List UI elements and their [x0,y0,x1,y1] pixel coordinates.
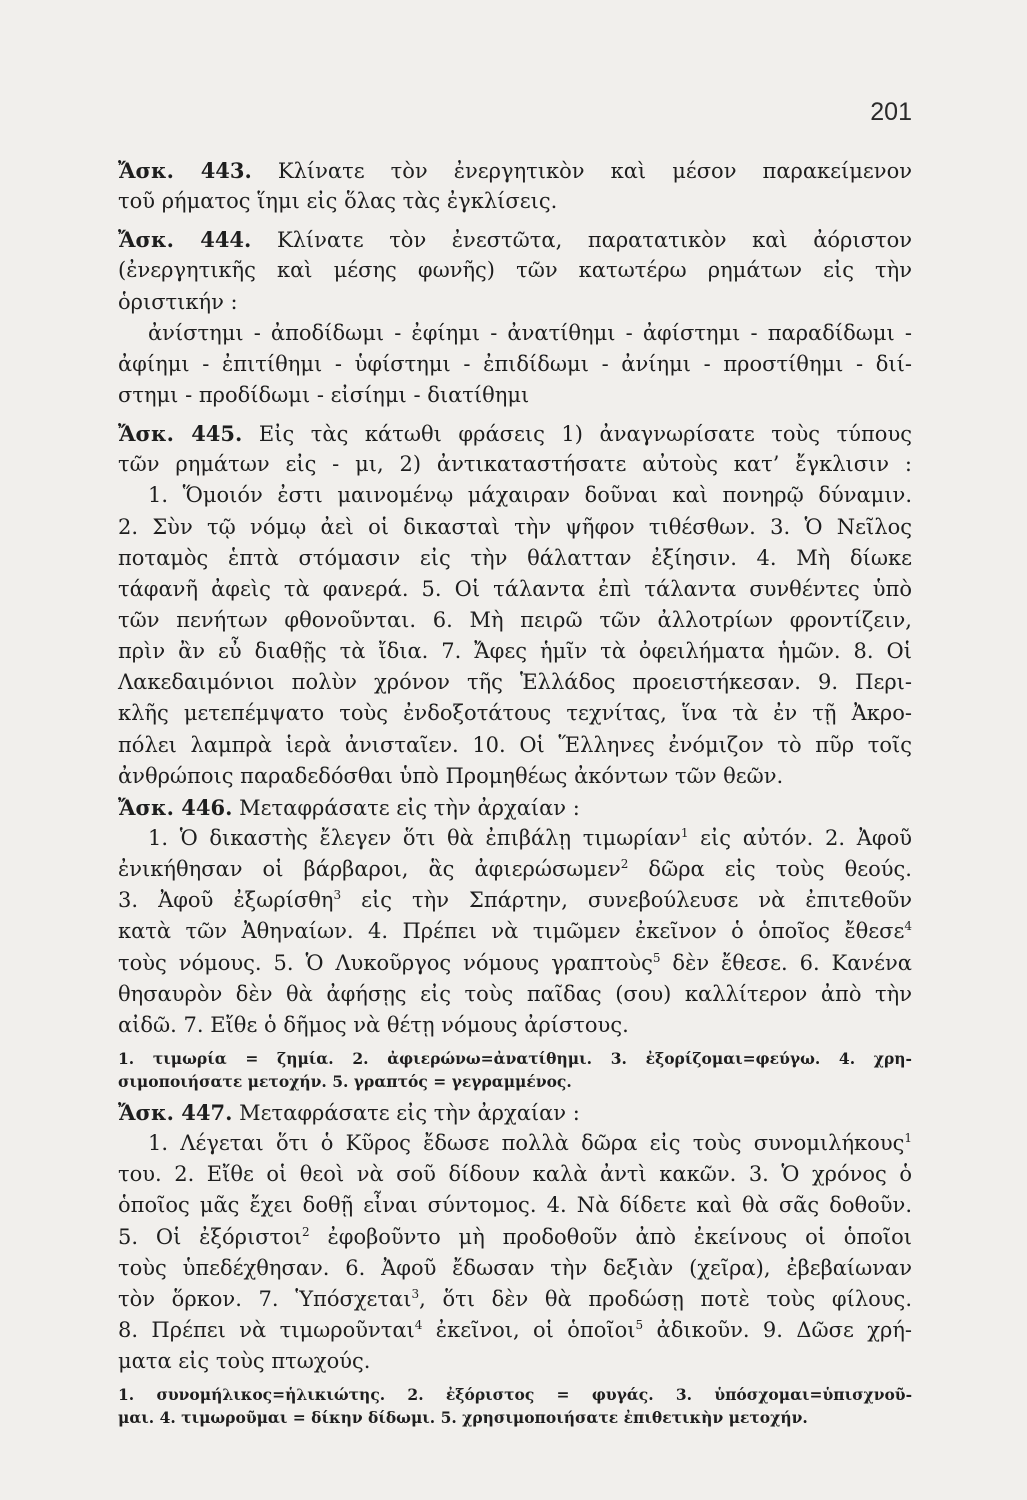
exercise-label: Ἄσκ. 444. [118,227,252,253]
exercise-line: ἀνθρώποις παραδεδόσθαι ὑπὸ Προμηθέως ἀκόντων τῶν θεῶν. [118,763,784,788]
exercise-line: αἰδῶ. 7. Εἴθε ὁ δῆμος νὰ θέτῃ νόμους ἀρίστους. [118,1012,629,1037]
footnote-ref: 3 [333,888,342,903]
footnote-ref: 3 [411,1286,420,1301]
footnote-line: σιμοποιήσατε μετοχήν. 5. γραπτός = γεγραμμένος. [118,1071,572,1091]
footnote-ref: 2 [302,1224,310,1239]
exercise-line: κλῆς μετεπέμψατο τοὺς ἐνδοξοτάτους τεχνίτας, ἵνα τὰ ἐν τῇ Ἀκρο- [118,701,912,726]
exercise-line: τοὺς ὑπεδέχθησαν. 6. Ἀφοῦ ἔδωσαν τὴν δεξιὰν (χεῖρα), ἐβεβαίωναν [118,1255,912,1280]
exercise-text: Κλίνατε τὸν ἐνεστῶτα, παρατατικὸν καὶ ἀόριστον [276,228,912,253]
exercise-447 [118,1097,912,1429]
exercise-label: Ἄσκ. 445. [118,421,243,447]
page-number: 201 [870,98,912,126]
exercise-line [118,792,912,823]
exercise-line: 3. Ἀφοῦ ἐξωρίσθη$^3$ εἰς τὴν Σπάρτην, συνεβούλευσε νὰ ἐπιτεθοῦν [118,888,912,913]
exercise-line: ἐνικήθησαν οἱ βάρβαροι, ἃς ἀφιερώσωμεν$^2$ δῶρα εἰς τοὺς θεούς. [118,857,912,882]
exercise-line: τῶν πενήτων φθονοῦνται. 6. Μὴ πειρῶ τῶν ἀλλοτρίων φροντίζειν, [118,607,912,632]
exercise-label: Ἄσκ. 446. [118,794,233,820]
footnote-ref: 2 [620,857,629,872]
exercise-text: Μεταφράσατε εἰς τὴν ἀρχαίαν : [239,795,580,820]
exercise-line: τὸν ὅρκον. 7. Ὑπόσχεται$^3$, ὅτι δὲν θὰ προδώσῃ ποτὲ τοὺς φίλους. [118,1286,912,1311]
verb-list-line: ἀφίημι - ἐπιτίθημι - ὑφίστημι - ἐπιδίδωμι - ἀνίημι - προστίθημι - διί- [118,351,912,376]
footnote-line: 1. τιμωρία = ζημία. 2. ἀφιερώνω=ἀνατίθημι. 3. ἐξορίζομαι=φεύγω. 4. χρη- [118,1048,912,1068]
exercise-444 [118,224,912,411]
exercise-line [118,1097,912,1128]
exercise-line: πόλει λαμπρὰ ἱερὰ ἀνισταῖεν. 10. Οἱ Ἕλληνες ἐνόμιζον τὸ πῦρ τοῖς [118,732,912,757]
exercise-line: τῶν ρημάτων εἰς - μι, 2) ἀντικαταστήσατε αὐτοὺς κατ’ ἔγκλισιν : [118,452,912,477]
exercise-line: ὁποῖος μᾶς ἔχει δοθῇ εἶναι σύντομος. 4. Νὰ δίδετε καὶ θὰ σᾶς δοθοῦν. [118,1193,912,1218]
footnote-ref: 4 [904,919,912,934]
footnote-ref: 1 [904,1131,912,1146]
verb-list-line: στημι - προδίδωμι - εἰσίημι - διατίθημι [118,382,530,407]
exercise-line: θησαυρὸν δὲν θὰ ἀφήσῃς εἰς τοὺς παῖδας (σου) καλλίτερον ἀπὸ τὴν [118,981,912,1006]
exercise-line: 2. Σὺν τῷ νόμῳ ἀεὶ οἱ δικασταὶ τὴν ψῆφον τιθέσθων. 3. Ὁ Νεῖλος [118,514,912,539]
exercise-line: τοῦ ρήματος ἵημι εἰς ὅλας τὰς ἐγκλίσεις. [118,189,558,214]
exercise-443 [118,155,912,217]
exercise-line: 1. Ὁ δικαστὴς ἔλεγεν ὅτι θὰ ἐπιβάλῃ τιμωρίαν$^1$ εἰς αὐτόν. 2. Ἀφοῦ [148,825,912,850]
exercise-line [118,418,912,449]
exercise-text: Εἰς τὰς κάτωθι φράσεις 1) ἀναγνωρίσατε τοὺς τύπους [258,422,912,447]
exercise-445 [118,418,912,792]
exercise-line: 5. Οἱ ἐξόριστοι$^2$ ἐφοβοῦντο μὴ προδοθοῦν ἀπὸ ἐκείνους οἱ ὁποῖοι [118,1224,912,1249]
exercise-line: Λακεδαιμόνιοι πολὺν χρόνον τῆς Ἑλλάδος προειστήκεσαν. 9. Περι- [118,670,912,695]
footnote-line: 1. συνομήλικος=ἡλικιώτης. 2. ἐξόριστος = φυγάς. 3. ὑπόσχομαι=ὑπισχνοῦ- [118,1385,912,1405]
footnote-ref: 4 [414,1317,423,1332]
exercise-line: 1. Ὅμοιόν ἐστι μαινομένῳ μάχαιραν δοῦναι καὶ πονηρῷ δύναμιν. [148,483,912,508]
footnote-ref: 5 [635,1317,644,1332]
page-body [118,155,912,1429]
exercise-446 [118,792,912,1097]
footnote-ref: 1 [680,825,689,840]
exercise-text: Μεταφράσατε εἰς τὴν ἀρχαίαν : [239,1100,580,1125]
exercise-line: του. 2. Εἴθε οἱ θεοὶ νὰ σοῦ δίδουν καλὰ ἀντὶ κακῶν. 3. Ὁ χρόνος ὁ [118,1162,912,1187]
exercise-label: Ἄσκ. 447. [118,1099,233,1125]
exercise-label: Ἄσκ. 443. [118,158,252,183]
exercise-text: Κλίνατε τὸν ἐνεργητικὸν καὶ μέσον παρακείμενον [277,159,912,183]
exercise-line: τάφανῆ ἀφεὶς τὰ φανερά. 5. Οἱ τάλαντα ἐπὶ τάλαντα συνθέντες ὑπὸ [118,576,912,601]
exercise-line: 8. Πρέπει νὰ τιμωροῦνται$^4$ ἐκεῖνοι, οἱ ὁποῖοι$^5$ ἀδικοῦν. 9. Δῶσε χρή- [118,1317,912,1342]
exercise-line: κατὰ τῶν Ἀθηναίων. 4. Πρέπει νὰ τιμῶμεν ἐκεῖνον ὁ ὁποῖος ἔθεσε$^4$ [118,919,912,944]
footnote-ref: 5 [652,950,661,965]
verb-list-line: ἀνίστημι - ἀποδίδωμι - ἐφίημι - ἀνατίθημι - ἀφίστημι - παραδίδωμι - [148,320,912,345]
footnote-line: μαι. 4. τιμωροῦμαι = δίκην δίδωμι. 5. χρησιμοποιήσατε ἐπιθετικὴν μετοχήν. [118,1408,808,1428]
exercise-line [118,224,912,255]
exercise-line [118,155,912,186]
exercise-line: πρὶν ἂν εὖ διαθῇς τὰ ἴδια. 7. Ἄφες ἡμῖν τὰ ὀφειλήματα ἡμῶν. 8. Οἱ [118,639,912,664]
exercise-line: 1. Λέγεται ὅτι ὁ Κῦρος ἔδωσε πολλὰ δῶρα εἰς τοὺς συνομιλήκους$^1$ [148,1131,912,1156]
exercise-line: (ἐνεργητικῆς καὶ μέσης φωνῆς) τῶν κατωτέρω ρημάτων εἰς τὴν [118,258,912,283]
exercise-line: ποταμὸς ἑπτὰ στόμασιν εἰς τὴν θάλατταν ἐξίησιν. 4. Μὴ δίωκε [118,545,912,570]
exercise-line: ματα εἰς τοὺς πτωχούς. [118,1349,371,1374]
exercise-line: ὁριστικήν : [118,289,238,314]
exercise-line: τοὺς νόμους. 5. Ὁ Λυκοῦργος νόμους γραπτοὺς$^5$ δὲν ἔθεσε. 6. Κανένα [118,950,912,975]
